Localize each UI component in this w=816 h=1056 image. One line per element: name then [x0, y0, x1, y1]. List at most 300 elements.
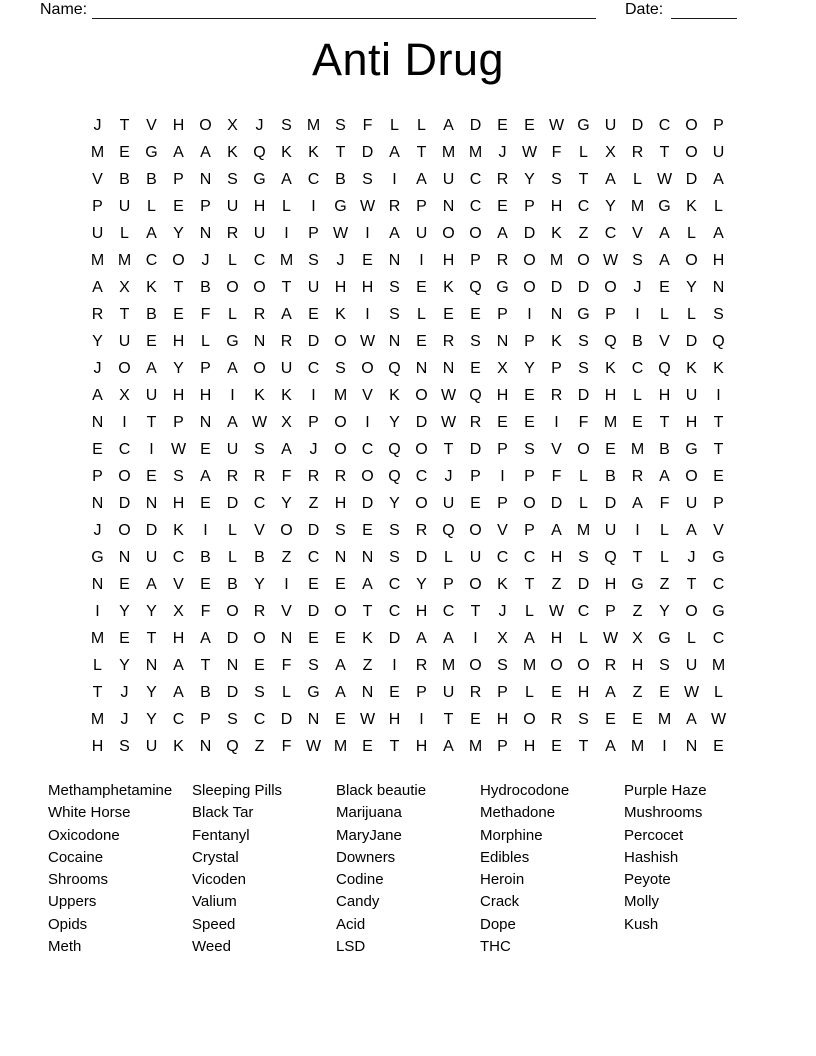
- grid-cell-letter: G: [712, 603, 725, 620]
- grid-cell-letter: E: [362, 738, 373, 755]
- grid-cell-letter: L: [579, 144, 588, 161]
- word-list-column: [480, 780, 624, 958]
- grid-cell-letter: N: [199, 171, 212, 188]
- grid-cell-letter: N: [145, 657, 158, 674]
- grid-row: [84, 490, 732, 517]
- grid-cell-letter: Q: [604, 549, 617, 566]
- grid-cell-letter: W: [602, 252, 619, 269]
- word-list-column: [624, 780, 768, 958]
- grid-cell-letter: S: [335, 117, 346, 134]
- grid-cell-letter: P: [200, 711, 211, 728]
- grid-cell-letter: Y: [605, 198, 616, 215]
- grid-cell-letter: M: [333, 387, 348, 404]
- grid-cell-letter: O: [577, 441, 590, 458]
- grid-cell-letter: W: [170, 441, 187, 458]
- grid-cell-letter: M: [630, 198, 645, 215]
- grid-cell-letter: U: [145, 549, 158, 566]
- grid-cell-letter: P: [524, 522, 535, 539]
- grid-cell-letter: C: [307, 549, 320, 566]
- grid-cell-letter: K: [227, 144, 238, 161]
- grid-row: [84, 733, 732, 760]
- grid-cell-letter: G: [658, 198, 671, 215]
- grid-cell-letter: F: [200, 306, 211, 323]
- word-item: Kush: [624, 915, 659, 933]
- grid-cell-letter: S: [362, 171, 373, 188]
- grid-cell-letter: K: [254, 387, 265, 404]
- grid-cell-letter: R: [496, 171, 509, 188]
- grid-cell-letter: S: [470, 333, 481, 350]
- grid-cell-letter: I: [284, 576, 289, 593]
- grid-cell-letter: I: [419, 711, 424, 728]
- grid-cell-letter: Y: [389, 414, 400, 431]
- grid-cell-letter: Z: [308, 495, 319, 512]
- grid-cell-letter: I: [500, 468, 505, 485]
- grid-cell-letter: E: [119, 144, 130, 161]
- grid-cell-letter: X: [497, 360, 508, 377]
- word-item: Heroin: [480, 871, 525, 889]
- grid-cell-letter: W: [710, 711, 727, 728]
- grid-cell-letter: H: [415, 738, 428, 755]
- grid-cell-letter: J: [498, 144, 507, 161]
- grid-cell-letter: N: [361, 684, 374, 701]
- grid-cell-letter: U: [280, 360, 293, 377]
- grid-cell-letter: O: [523, 495, 536, 512]
- grid-cell-letter: X: [497, 630, 508, 647]
- grid-cell-letter: W: [548, 603, 565, 620]
- grid-cell-letter: P: [497, 495, 508, 512]
- grid-cell-letter: P: [173, 414, 184, 431]
- grid-cell-letter: Y: [416, 576, 427, 593]
- grid-cell-letter: N: [91, 495, 104, 512]
- grid-cell-letter: I: [635, 306, 640, 323]
- grid-cell-letter: E: [497, 414, 508, 431]
- grid-cell-letter: C: [604, 225, 617, 242]
- grid-cell-letter: Q: [226, 738, 239, 755]
- grid-row: [84, 355, 732, 382]
- grid-cell-letter: N: [496, 333, 509, 350]
- grid-cell-letter: L: [417, 306, 426, 323]
- grid-cell-letter: C: [631, 360, 644, 377]
- grid-cell-letter: Y: [119, 657, 130, 674]
- grid-cell-letter: P: [713, 495, 724, 512]
- grid-cell-letter: S: [281, 117, 292, 134]
- grid-cell-letter: E: [92, 441, 103, 458]
- grid-cell-letter: A: [146, 576, 157, 593]
- grid-cell-letter: R: [469, 414, 482, 431]
- grid-cell-letter: H: [685, 414, 698, 431]
- word-item: Morphine: [480, 826, 543, 844]
- grid-cell-letter: I: [230, 387, 235, 404]
- grid-row: [84, 166, 732, 193]
- grid-cell-letter: G: [307, 684, 320, 701]
- grid-cell-letter: S: [524, 441, 535, 458]
- grid-cell-letter: P: [308, 414, 319, 431]
- grid-cell-letter: U: [118, 333, 131, 350]
- grid-cell-letter: L: [525, 603, 534, 620]
- word-item: Oxicodone: [48, 826, 120, 844]
- grid-row: [84, 436, 732, 463]
- grid-cell-letter: K: [389, 387, 400, 404]
- grid-cell-letter: L: [579, 630, 588, 647]
- grid-cell-letter: S: [254, 441, 265, 458]
- grid-cell-letter: T: [443, 711, 454, 728]
- grid-cell-letter: W: [683, 684, 700, 701]
- word-item: Vicoden: [192, 871, 246, 889]
- grid-cell-letter: P: [497, 738, 508, 755]
- word-list-column: [192, 780, 336, 958]
- grid-cell-letter: X: [119, 387, 130, 404]
- grid-cell-letter: N: [226, 657, 239, 674]
- grid-cell-letter: O: [523, 279, 536, 296]
- grid-cell-letter: L: [633, 171, 642, 188]
- grid-cell-letter: U: [442, 684, 455, 701]
- grid-cell-letter: I: [365, 414, 370, 431]
- grid-cell-letter: W: [548, 117, 565, 134]
- grid-cell-letter: I: [392, 657, 397, 674]
- grid-cell-letter: R: [226, 468, 239, 485]
- grid-cell-letter: H: [172, 333, 185, 350]
- grid-cell-letter: C: [253, 711, 266, 728]
- grid-row: [84, 139, 732, 166]
- grid-cell-letter: I: [122, 414, 127, 431]
- grid-cell-letter: M: [603, 414, 618, 431]
- grid-cell-letter: A: [389, 225, 400, 242]
- grid-cell-letter: H: [550, 630, 563, 647]
- grid-cell-letter: M: [279, 252, 294, 269]
- grid-cell-letter: C: [388, 603, 401, 620]
- grid-cell-letter: A: [713, 225, 724, 242]
- grid-cell-letter: M: [468, 144, 483, 161]
- grid-cell-letter: C: [712, 630, 725, 647]
- word-item: Acid: [336, 915, 366, 933]
- grid-cell-letter: A: [416, 171, 427, 188]
- grid-cell-letter: I: [365, 225, 370, 242]
- grid-cell-letter: G: [712, 549, 725, 566]
- grid-cell-letter: S: [227, 171, 238, 188]
- grid-cell-letter: E: [632, 414, 643, 431]
- grid-cell-letter: A: [146, 225, 157, 242]
- grid-cell-letter: L: [687, 225, 696, 242]
- grid-cell-letter: G: [91, 549, 104, 566]
- grid-cell-letter: B: [119, 171, 130, 188]
- grid-cell-letter: E: [470, 495, 481, 512]
- grid-cell-letter: S: [389, 549, 400, 566]
- grid-cell-letter: E: [389, 684, 400, 701]
- grid-cell-letter: J: [309, 441, 318, 458]
- grid-cell-letter: I: [284, 225, 289, 242]
- grid-cell-letter: H: [577, 684, 590, 701]
- grid-row: [84, 598, 732, 625]
- grid-row: [84, 652, 732, 679]
- grid-cell-letter: G: [253, 171, 266, 188]
- grid-cell-letter: F: [551, 144, 562, 161]
- grid-cell-letter: W: [332, 225, 349, 242]
- grid-cell-letter: D: [469, 117, 482, 134]
- grid-cell-letter: C: [577, 603, 590, 620]
- word-item: Downers: [336, 848, 396, 866]
- grid-cell-letter: R: [334, 468, 347, 485]
- grid-cell-letter: Y: [254, 576, 265, 593]
- grid-cell-letter: T: [524, 576, 535, 593]
- word-item: Marijuana: [336, 804, 402, 822]
- grid-cell-letter: E: [308, 306, 319, 323]
- grid-cell-letter: P: [200, 198, 211, 215]
- word-item: Dope: [480, 915, 516, 933]
- grid-cell-letter: H: [334, 495, 347, 512]
- grid-cell-letter: T: [335, 144, 346, 161]
- grid-cell-letter: C: [253, 252, 266, 269]
- grid-cell-letter: O: [523, 252, 536, 269]
- grid-cell-letter: I: [311, 198, 316, 215]
- grid-cell-letter: P: [524, 333, 535, 350]
- grid-cell-letter: W: [359, 711, 376, 728]
- grid-cell-letter: R: [631, 144, 644, 161]
- grid-cell-letter: P: [551, 360, 562, 377]
- grid-cell-letter: D: [280, 711, 293, 728]
- grid-cell-letter: K: [551, 225, 562, 242]
- grid-cell-letter: A: [605, 171, 616, 188]
- grid-cell-letter: B: [335, 171, 346, 188]
- word-list-column: [48, 780, 192, 958]
- grid-cell-letter: E: [308, 630, 319, 647]
- grid-cell-letter: X: [119, 279, 130, 296]
- grid-cell-letter: V: [713, 522, 724, 539]
- grid-cell-letter: Z: [254, 738, 265, 755]
- grid-cell-letter: O: [199, 117, 212, 134]
- grid-cell-letter: E: [524, 414, 535, 431]
- grid-cell-letter: M: [549, 252, 564, 269]
- grid-cell-letter: J: [498, 603, 507, 620]
- grid-cell-letter: E: [713, 468, 724, 485]
- grid-cell-letter: N: [334, 549, 347, 566]
- grid-cell-letter: A: [227, 360, 238, 377]
- grid-cell-letter: Q: [388, 468, 401, 485]
- grid-cell-letter: A: [416, 630, 427, 647]
- grid-cell-letter: H: [415, 603, 428, 620]
- grid-cell-letter: O: [118, 522, 131, 539]
- grid-cell-letter: P: [416, 198, 427, 215]
- grid-cell-letter: U: [442, 171, 455, 188]
- grid-row: [84, 571, 732, 598]
- grid-cell-letter: E: [470, 360, 481, 377]
- grid-cell-letter: B: [200, 684, 211, 701]
- grid-cell-letter: O: [334, 441, 347, 458]
- grid-cell-letter: C: [469, 198, 482, 215]
- grid-cell-letter: M: [630, 441, 645, 458]
- grid-cell-letter: A: [443, 738, 454, 755]
- word-search-grid: [84, 112, 732, 760]
- grid-cell-letter: U: [685, 495, 698, 512]
- grid-cell-letter: C: [523, 549, 536, 566]
- grid-cell-letter: U: [226, 198, 239, 215]
- grid-cell-letter: A: [146, 360, 157, 377]
- grid-cell-letter: J: [201, 252, 210, 269]
- grid-cell-letter: A: [281, 306, 292, 323]
- grid-row: [84, 328, 732, 355]
- grid-cell-letter: P: [470, 252, 481, 269]
- grid-cell-letter: H: [604, 387, 617, 404]
- grid-cell-letter: M: [441, 657, 456, 674]
- grid-cell-letter: L: [390, 117, 399, 134]
- grid-cell-letter: G: [577, 117, 590, 134]
- grid-cell-letter: D: [550, 279, 563, 296]
- grid-cell-letter: R: [253, 306, 266, 323]
- grid-cell-letter: Y: [146, 711, 157, 728]
- grid-cell-letter: E: [416, 333, 427, 350]
- grid-cell-letter: B: [227, 576, 238, 593]
- grid-cell-letter: I: [149, 441, 154, 458]
- grid-cell-letter: J: [633, 279, 642, 296]
- grid-cell-letter: G: [577, 306, 590, 323]
- grid-cell-letter: L: [201, 333, 210, 350]
- grid-cell-letter: B: [254, 549, 265, 566]
- grid-cell-letter: E: [605, 441, 616, 458]
- grid-cell-letter: H: [442, 252, 455, 269]
- grid-cell-letter: M: [630, 738, 645, 755]
- grid-cell-letter: D: [307, 522, 320, 539]
- word-item: Uppers: [48, 893, 97, 911]
- grid-cell-letter: U: [253, 225, 266, 242]
- grid-cell-letter: U: [145, 738, 158, 755]
- grid-cell-letter: M: [333, 738, 348, 755]
- grid-cell-letter: J: [93, 360, 102, 377]
- grid-row: [84, 382, 732, 409]
- grid-cell-letter: I: [365, 306, 370, 323]
- grid-cell-letter: E: [362, 522, 373, 539]
- grid-cell-letter: R: [604, 657, 617, 674]
- grid-cell-letter: I: [419, 252, 424, 269]
- grid-cell-letter: S: [308, 252, 319, 269]
- grid-cell-letter: A: [200, 630, 211, 647]
- grid-cell-letter: V: [146, 117, 157, 134]
- grid-cell-letter: Q: [442, 522, 455, 539]
- grid-cell-letter: L: [687, 306, 696, 323]
- grid-cell-letter: R: [550, 711, 563, 728]
- grid-cell-letter: R: [253, 468, 266, 485]
- grid-cell-letter: V: [362, 387, 373, 404]
- grid-cell-letter: A: [632, 495, 643, 512]
- word-item: Crystal: [192, 848, 239, 866]
- grid-cell-letter: H: [604, 576, 617, 593]
- word-item: Cocaine: [48, 848, 104, 866]
- word-item: Methamphetamine: [48, 782, 173, 799]
- grid-cell-letter: U: [91, 225, 104, 242]
- grid-cell-letter: L: [228, 306, 237, 323]
- grid-cell-letter: R: [280, 333, 293, 350]
- grid-cell-letter: L: [687, 630, 696, 647]
- grid-cell-letter: J: [120, 684, 129, 701]
- grid-cell-letter: Z: [632, 684, 643, 701]
- grid-cell-letter: N: [118, 549, 131, 566]
- grid-cell-letter: O: [253, 360, 266, 377]
- grid-cell-letter: S: [335, 522, 346, 539]
- grid-cell-letter: E: [173, 198, 184, 215]
- grid-row: [84, 247, 732, 274]
- grid-cell-letter: Q: [253, 144, 266, 161]
- grid-cell-letter: J: [444, 468, 453, 485]
- grid-cell-letter: A: [92, 279, 103, 296]
- grid-row: [84, 301, 732, 328]
- grid-cell-letter: O: [415, 441, 428, 458]
- grid-cell-letter: L: [93, 657, 102, 674]
- grid-cell-letter: A: [200, 468, 211, 485]
- word-item: Valium: [192, 893, 237, 911]
- grid-cell-letter: O: [550, 657, 563, 674]
- grid-cell-letter: E: [497, 198, 508, 215]
- grid-cell-letter: P: [443, 576, 454, 593]
- grid-cell-letter: M: [576, 522, 591, 539]
- grid-cell-letter: W: [440, 387, 457, 404]
- grid-cell-letter: T: [443, 441, 454, 458]
- grid-cell-letter: O: [577, 657, 590, 674]
- grid-cell-letter: G: [685, 441, 698, 458]
- grid-cell-letter: M: [306, 117, 321, 134]
- grid-cell-letter: T: [659, 414, 670, 431]
- grid-cell-letter: D: [550, 495, 563, 512]
- grid-cell-letter: E: [524, 387, 535, 404]
- grid-cell-letter: A: [659, 252, 670, 269]
- grid-cell-letter: T: [416, 144, 427, 161]
- grid-cell-letter: T: [362, 603, 373, 620]
- grid-cell-letter: T: [686, 576, 697, 593]
- grid-cell-letter: E: [146, 333, 157, 350]
- grid-cell-letter: A: [173, 657, 184, 674]
- grid-cell-letter: T: [119, 117, 130, 134]
- grid-cell-letter: I: [392, 171, 397, 188]
- grid-cell-letter: O: [415, 495, 428, 512]
- grid-cell-letter: A: [659, 468, 670, 485]
- grid-cell-letter: Y: [173, 360, 184, 377]
- grid-cell-letter: L: [525, 684, 534, 701]
- grid-cell-letter: H: [658, 387, 671, 404]
- word-item: THC: [480, 938, 511, 956]
- grid-cell-letter: S: [578, 360, 589, 377]
- grid-cell-letter: M: [90, 711, 105, 728]
- grid-cell-letter: O: [469, 225, 482, 242]
- grid-cell-letter: O: [523, 711, 536, 728]
- grid-cell-letter: K: [686, 198, 697, 215]
- grid-cell-letter: S: [227, 711, 238, 728]
- grid-cell-letter: T: [173, 279, 184, 296]
- grid-cell-letter: W: [521, 144, 538, 161]
- grid-cell-letter: D: [361, 495, 374, 512]
- grid-cell-letter: A: [335, 684, 346, 701]
- grid-cell-letter: E: [200, 576, 211, 593]
- grid-cell-letter: Q: [388, 360, 401, 377]
- grid-cell-letter: I: [473, 630, 478, 647]
- grid-cell-letter: V: [632, 225, 643, 242]
- grid-row: [84, 193, 732, 220]
- grid-row: [84, 274, 732, 301]
- grid-cell-letter: P: [713, 117, 724, 134]
- grid-cell-letter: G: [658, 630, 671, 647]
- grid-cell-letter: E: [443, 306, 454, 323]
- word-item: Hydrocodone: [480, 782, 570, 799]
- grid-cell-letter: S: [578, 711, 589, 728]
- grid-cell-letter: U: [712, 144, 725, 161]
- grid-cell-letter: O: [577, 252, 590, 269]
- grid-cell-letter: I: [662, 738, 667, 755]
- grid-cell-letter: N: [145, 495, 158, 512]
- grid-cell-letter: S: [308, 657, 319, 674]
- grid-cell-letter: D: [226, 684, 239, 701]
- grid-cell-letter: L: [633, 387, 642, 404]
- grid-cell-letter: N: [388, 252, 401, 269]
- grid-cell-letter: H: [253, 198, 266, 215]
- grid-cell-letter: V: [281, 603, 292, 620]
- grid-cell-letter: N: [91, 414, 104, 431]
- grid-cell-letter: G: [226, 333, 239, 350]
